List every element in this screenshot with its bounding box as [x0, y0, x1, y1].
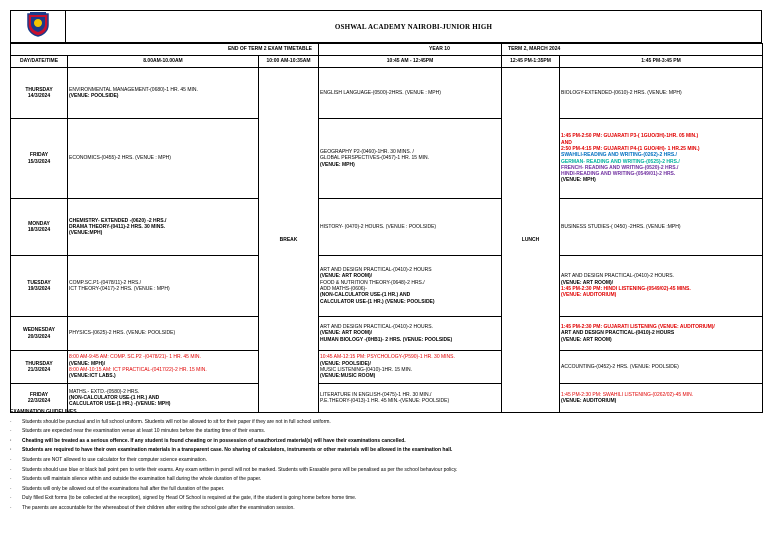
guideline-item: · Students are NOT allowed to use calculator for their computer science examination.	[10, 456, 207, 463]
school-header	[10, 10, 762, 43]
guideline-item: · Students should use blue or black ball point pen to write their exams. Any exam written in pencil will not be marked. Students with Erasable pens will be penalised as per the school behaviour policy.	[10, 466, 458, 473]
morning-cell: PHYSICS-(0625)-2 HRS. (VENUE: POOLSIDE)	[68, 317, 259, 351]
guideline-item: · Students are required to have their own examination materials in a transparent case. No sharing of calculators, instruments or other materials will be allowed in the examination hall.	[10, 447, 453, 454]
afternoon-cell: 1:45 PM-2:50 PM: GUJARATI P3-( 1GUO/3H)-1HR. 05 MIN.) AND 2:50 PM-4:15 PM: GUJARATI P4-(1 GUO/4H)- 1 HR.25 MIN.) SWAHILI-READING AND WRITING-(0262)-2 HRS./ GERMAN- READING AND WRITING-(0525)-2 HRS./ FRENCH- READING AND WRITING-(0520)-2 HRS./ HINDI-READING AND WRITING-(0549/01)-2 HRS. (VENUE: MPH)	[560, 119, 763, 199]
table-row	[11, 119, 763, 199]
afternoon-cell: 1:45 PM-2:30 PM: GUJARATI LISTENING (VENUE: AUDITORIUM)/ ART AND DESIGN PRACTICAL-(0410)-2 HOURS (VENUE: ART ROOM)	[560, 317, 763, 351]
midday-cell: HISTORY- (0470)-2 HOURS. (VENUE : POOLSIDE)	[319, 199, 502, 256]
school-crest-icon	[25, 11, 51, 37]
timetable	[10, 43, 763, 413]
term-label: TERM 2, MARCH 2024	[502, 44, 763, 56]
exam-title: END OF TERM 2 EXAM TIMETABLE	[11, 44, 319, 56]
col-header-slot3: 1:45 PM-3:45 PM	[560, 56, 763, 68]
table-row	[11, 351, 763, 384]
logo-cell	[11, 11, 66, 43]
col-header-slot1: 8.00AM-10.00AM	[68, 56, 259, 68]
guideline-item: · Cheating will be treated as a serious offence. If any student is found cheating or in possession of unauthorized material(s) will have their examinations cancelled.	[10, 437, 406, 444]
midday-cell: GEOGRAPHY P2-(0460)-1HR. 30 MINS. / GLOBAL PERSPECTIVES-(0457)-1 HR. 15 MIN. (VENUE: MPH)	[319, 119, 502, 199]
col-header-break: 10:00 AM-10:35AM	[259, 56, 319, 68]
guideline-item: · The parents are accountable for the whereabout of their children after exiting the school gate after the examination session.	[10, 504, 295, 511]
morning-cell: MATHS.- EXTD.-(0580)-2 HRS. (NON-CALCULATOR USE-(1 HR.) AND CALCULATOR USE-(1 HR.) -(VENUE: MPH)	[68, 384, 259, 413]
guideline-item: · Students will only be allowed out of the examinations hall after the full duration of the paper.	[10, 485, 225, 492]
afternoon-cell: BIOLOGY-EXTENDED-(0610)-2 HRS. (VENUE: MPH)	[560, 68, 763, 119]
table-row	[11, 199, 763, 256]
morning-cell: CHEMISTRY- EXTENDED -(0620) -2 HRS./ DRAMA THEORY-(0411)-2 HRS. 30 MINS. (VENUE:MPH)	[68, 199, 259, 256]
morning-cell: COMP.SC.P1-(0478/11)-2 HRS./ ICT THEORY-(0417)-2 HRS. (VENUE : MPH)	[68, 256, 259, 317]
day-cell: TUESDAY 19/3/2024	[11, 256, 68, 317]
midday-cell: ENGLISH LANGUAGE-(0500)-2HRS. (VENUE : MPH)	[319, 68, 502, 119]
table-row	[11, 68, 763, 119]
table-row	[11, 256, 763, 317]
col-header-slot2: 10:45 AM - 12:45PM	[319, 56, 502, 68]
afternoon-cell: ART AND DESIGN PRACTICAL-(0410)-2 HOURS. (VENUE: ART ROOM)/ 1:45 PM-2:30 PM: HINDI LISTENING-(0549/02)-45 MINS. (VENUE: AUDITORIUM)	[560, 256, 763, 317]
guideline-item: · Students will maintain silence within and outside the examination hall during the whole duration of the paper.	[10, 476, 262, 483]
title-row	[11, 44, 763, 56]
guideline-item: · Students should be punctual and in full school uniform. Students will not be allowed to sit for their paper if they are not in full school uniform.	[10, 418, 331, 425]
day-cell: THURSDAY 14/3/2024	[11, 68, 68, 119]
col-header-day: DAY/DATE/TIME	[11, 56, 68, 68]
guideline-item: · Students are expected near the examination venue at least 10 minutes before the starting time of their exams.	[10, 428, 266, 435]
midday-cell: 10:45 AM-12:15 PM: PSYCHOLOGY-(P590)-1 HR. 30 MINS. (VENUE: POOLSIDE)/ MUSIC LISTENING-(0410)-1HR. 15 MIN. (VENUE:MUSIC ROOM)	[319, 351, 502, 384]
guidelines-title: EXAMINATION GUIDELINES	[10, 409, 77, 415]
day-cell: WEDNESDAY 20/3/2024	[11, 317, 68, 351]
day-cell: FRIDAY 22/3/2024	[11, 384, 68, 413]
morning-cell: ENVIRONMENTAL MANAGEMENT-(0680)-1 HR. 45 MIN. (VENUE: POOLSIDE)	[68, 68, 259, 119]
column-header-row	[11, 56, 763, 68]
morning-cell: 8:00 AM-9:45 AM: COMP. SC.P2 -(0478/21)- 1 HR. 45 MIN. (VENUE: MPH)/ 8:00 AM-10:15 AM: ICT PRACTICAL-(0417/22)-2 HR. 15 MIN. (VENUE:ICT LABS.)	[68, 351, 259, 384]
morning-cell: ECONOMICS-(0455)-2 HRS. (VENUE : MPH)	[68, 119, 259, 199]
school-name: OSHWAL ACADEMY NAIROBI-JUNIOR HIGH	[66, 11, 762, 43]
examination-guidelines	[10, 408, 762, 514]
year-label: YEAR 10	[319, 44, 502, 56]
table-row	[11, 317, 763, 351]
midday-cell: ART AND DESIGN PRACTICAL-(0410)-2 HOURS (VENUE: ART ROOM)/ FOOD & NUTRITION THEORY-(0648)-2 HRS./ ADD MATHS-(0606)- (NON-CALCULATOR USE-(1 HR.) AND CALCULATOR USE-(1 HR.) (VENUE: POOLSIDE)	[319, 256, 502, 317]
lunch-cell: LUNCH	[502, 68, 560, 413]
afternoon-cell: 1:45 PM-2:30 PM: SWAHILI LISTENING-(0262/02)-45 MIN. (VENUE: AUDITORIUM)	[560, 384, 763, 413]
col-header-lunch: 12:45 PM-1:35PM	[502, 56, 560, 68]
break-cell: BREAK	[259, 68, 319, 413]
midday-cell: LITERATURE IN ENGLISH-(0475)-1 HR. 30 MIN./ P.E.THEORY-(0413)-1 HR. 45 MIN.-(VENUE: POOLSIDE)	[319, 384, 502, 413]
midday-cell: ART AND DESIGN PRACTICAL-(0410)-2 HOURS. (VENUE: ART ROOM)/ HUMAN BIOLOGY -(0HB1)- 2 HRS. (VENUE: POOLSIDE)	[319, 317, 502, 351]
day-cell: FRIDAY 15/3/2024	[11, 119, 68, 199]
afternoon-cell: ACCOUNTING-(0452)-2 HRS. (VENUE: POOLSIDE)	[560, 351, 763, 384]
guideline-item: · Duly filled Exit forms (to be collected at the reception), signed by Head Of School is required at the gate, if the student is going home before home time.	[10, 495, 357, 502]
day-cell: MONDAY 18/3/2024	[11, 199, 68, 256]
afternoon-cell: BUSINESS STUDIES-( 0450) -2HRS. (VENUE :MPH)	[560, 199, 763, 256]
day-cell: THURSDAY 21/3/2024	[11, 351, 68, 384]
